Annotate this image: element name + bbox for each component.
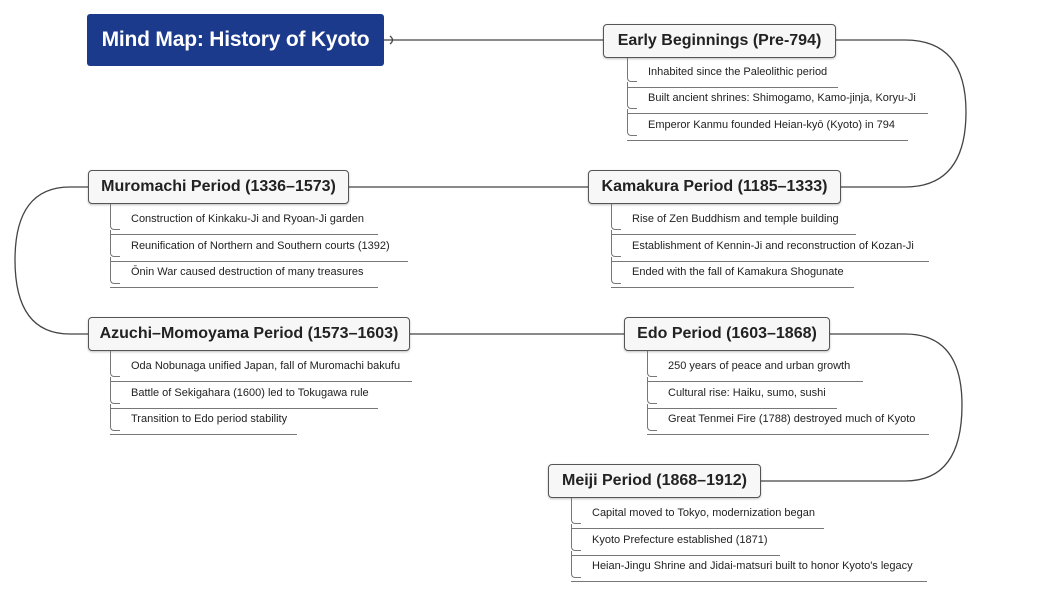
subtopic-item[interactable] bbox=[647, 383, 837, 409]
topic-title: Edo Period (1603–1868) bbox=[637, 325, 817, 342]
root-topic[interactable] bbox=[87, 14, 384, 66]
subtopic-item[interactable] bbox=[627, 88, 928, 114]
subtopic-label: Built ancient shrines: Shimogamo, Kamo-jinja, Koryu-Ji bbox=[648, 92, 916, 104]
subtopic-item[interactable] bbox=[110, 409, 297, 435]
topic-azuchi-momoyama[interactable] bbox=[88, 317, 410, 351]
subtopic-label: Transition to Edo period stability bbox=[131, 413, 288, 425]
subtopic-label: Kyoto Prefecture established (1871) bbox=[592, 534, 768, 546]
subtopic-item[interactable] bbox=[647, 356, 863, 382]
topic-edo[interactable] bbox=[624, 317, 830, 351]
subtopic-label: Reunification of Northern and Southern courts (1392) bbox=[131, 240, 390, 252]
subtopic-label: Inhabited since the Paleolithic period bbox=[648, 66, 828, 78]
topic-meiji[interactable] bbox=[548, 464, 761, 498]
subtopic-label: Rise of Zen Buddhism and temple building bbox=[632, 213, 839, 225]
subtopic-item[interactable] bbox=[571, 530, 780, 556]
topic-kamakura[interactable] bbox=[588, 170, 841, 204]
subtopic-label: Oda Nobunaga unified Japan, fall of Muromachi bakufu bbox=[131, 360, 401, 372]
subtopic-item[interactable] bbox=[611, 236, 929, 262]
topic-early-beginnings[interactable] bbox=[603, 24, 836, 58]
subtopic-item[interactable] bbox=[647, 409, 929, 435]
subtopic-label: Construction of Kinkaku-Ji and Ryoan-Ji garden bbox=[131, 213, 364, 225]
subtopic-item[interactable] bbox=[110, 236, 408, 262]
subtopic-item[interactable] bbox=[611, 209, 856, 235]
subtopic-item[interactable] bbox=[571, 503, 824, 529]
topic-muromachi[interactable] bbox=[88, 170, 349, 204]
subtopic-item[interactable] bbox=[611, 262, 854, 288]
subtopic-label: Ōnin War caused destruction of many treasures bbox=[131, 266, 364, 278]
subtopic-label: Establishment of Kennin-Ji and reconstruction of Kozan-Ji bbox=[632, 240, 914, 252]
topic-title: Kamakura Period (1185–1333) bbox=[601, 178, 828, 195]
subtopic-item[interactable] bbox=[110, 383, 378, 409]
subtopic-label: 250 years of peace and urban growth bbox=[668, 360, 851, 372]
subtopic-label: Ended with the fall of Kamakura Shogunate bbox=[632, 266, 844, 278]
topic-title: Early Beginnings (Pre-794) bbox=[617, 32, 822, 49]
subtopic-item[interactable] bbox=[627, 62, 838, 88]
subtopic-label: Battle of Sekigahara (1600) led to Tokugawa rule bbox=[131, 387, 369, 399]
subtopic-label: Emperor Kanmu founded Heian-kyō (Kyoto) in 794 bbox=[648, 119, 896, 131]
topic-title: Meiji Period (1868–1912) bbox=[562, 472, 747, 489]
topic-title: Muromachi Period (1336–1573) bbox=[101, 178, 336, 195]
subtopic-label: Cultural rise: Haiku, sumo, sushi bbox=[668, 387, 826, 399]
subtopic-label: Capital moved to Tokyo, modernization began bbox=[592, 507, 815, 519]
subtopic-item[interactable] bbox=[571, 556, 927, 582]
subtopic-item[interactable] bbox=[110, 356, 412, 382]
subtopic-item[interactable] bbox=[110, 209, 378, 235]
topic-title: Azuchi–Momoyama Period (1573–1603) bbox=[99, 325, 399, 342]
root-title: Mind Map: History of Kyoto bbox=[101, 28, 370, 51]
subtopic-item[interactable] bbox=[110, 262, 378, 288]
subtopic-label: Heian-Jingu Shrine and Jidai-matsuri built to honor Kyoto's legacy bbox=[592, 560, 913, 572]
subtopic-label: Great Tenmei Fire (1788) destroyed much of Kyoto bbox=[668, 413, 916, 425]
subtopic-item[interactable] bbox=[627, 115, 908, 141]
